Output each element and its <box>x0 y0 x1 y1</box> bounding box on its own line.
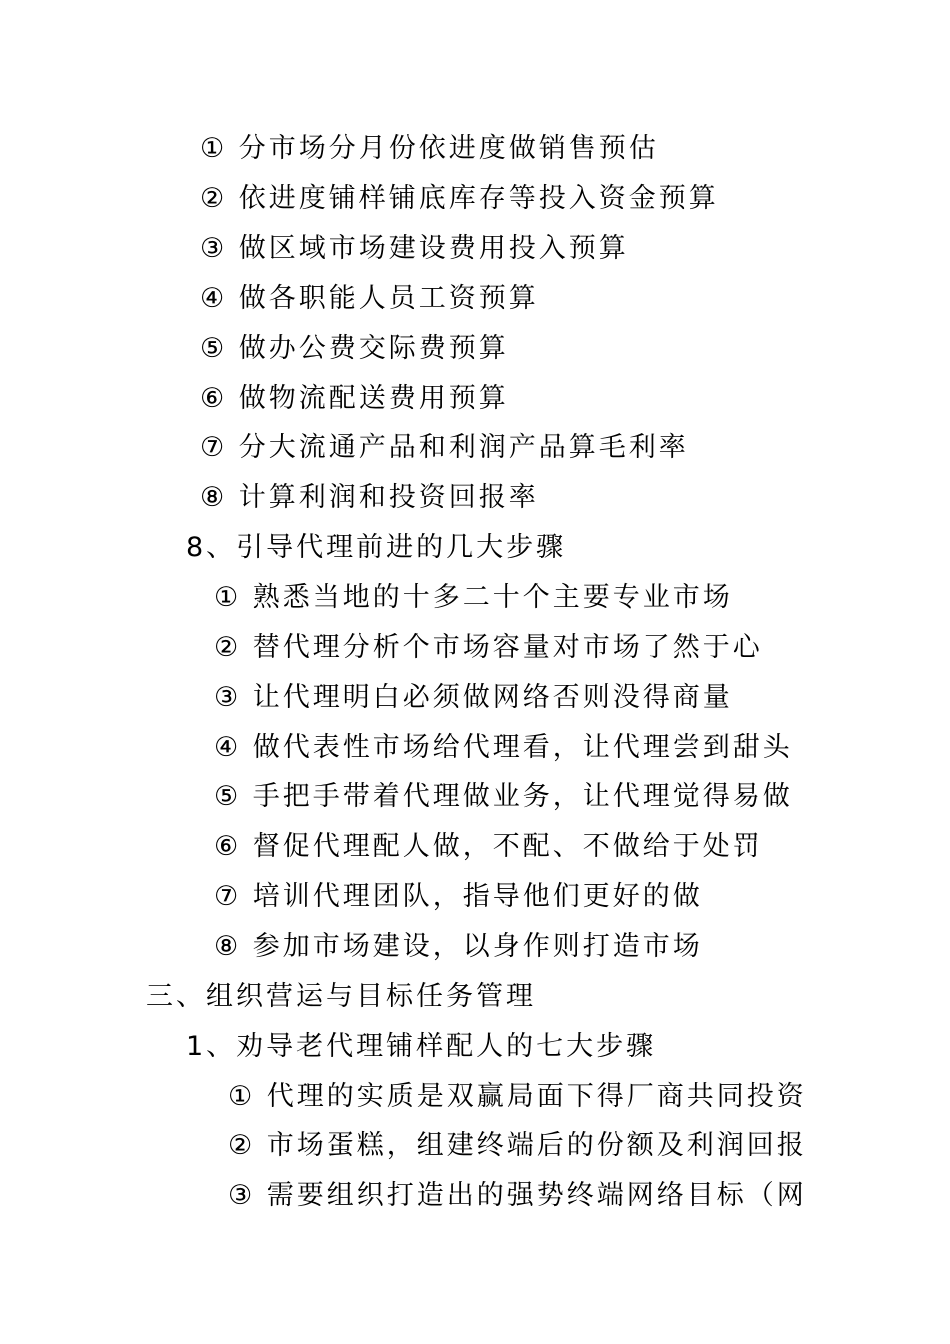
section-heading-8: 8、引导代理前进的几大步骤 <box>186 532 567 563</box>
persuade-step-3: ③ 需要组织打造出的强势终端网络目标（网 <box>228 1180 807 1211</box>
chapter-heading-3: 三、组织营运与目标任务管理 <box>146 981 536 1012</box>
agent-step-2: ② 替代理分析个市场容量对市场了然于心 <box>214 632 763 663</box>
budget-item-3: ③ 做区域市场建设费用投入预算 <box>200 233 629 264</box>
agent-step-5: ⑤ 手把手带着代理做业务，让代理觉得易做 <box>214 781 793 812</box>
budget-item-5: ⑤ 做办公费交际费预算 <box>200 333 509 364</box>
agent-step-8: ⑧ 参加市场建设，以身作则打造市场 <box>214 931 703 962</box>
agent-step-4: ④ 做代表性市场给代理看，让代理尝到甜头 <box>214 732 793 763</box>
persuade-step-2: ② 市场蛋糕，组建终端后的份额及利润回报 <box>228 1130 807 1161</box>
agent-step-6: ⑥ 督促代理配人做，不配、不做给于处罚 <box>214 831 763 862</box>
agent-step-3: ③ 让代理明白必须做网络否则没得商量 <box>214 682 733 713</box>
budget-item-4: ④ 做各职能人员工资预算 <box>200 283 539 314</box>
budget-item-8: ⑧ 计算利润和投资回报率 <box>200 482 539 513</box>
budget-item-6: ⑥ 做物流配送费用预算 <box>200 383 509 414</box>
subsection-heading-1: 1、劝导老代理铺样配人的七大步骤 <box>186 1031 657 1062</box>
budget-item-1: ① 分市场分月份依进度做销售预估 <box>200 133 659 164</box>
budget-item-7: ⑦ 分大流通产品和利润产品算毛利率 <box>200 432 689 463</box>
budget-item-2: ② 依进度铺样铺底库存等投入资金预算 <box>200 183 719 214</box>
agent-step-1: ① 熟悉当地的十多二十个主要专业市场 <box>214 582 733 613</box>
agent-step-7: ⑦ 培训代理团队，指导他们更好的做 <box>214 881 703 912</box>
persuade-step-1: ① 代理的实质是双赢局面下得厂商共同投资 <box>228 1081 807 1112</box>
